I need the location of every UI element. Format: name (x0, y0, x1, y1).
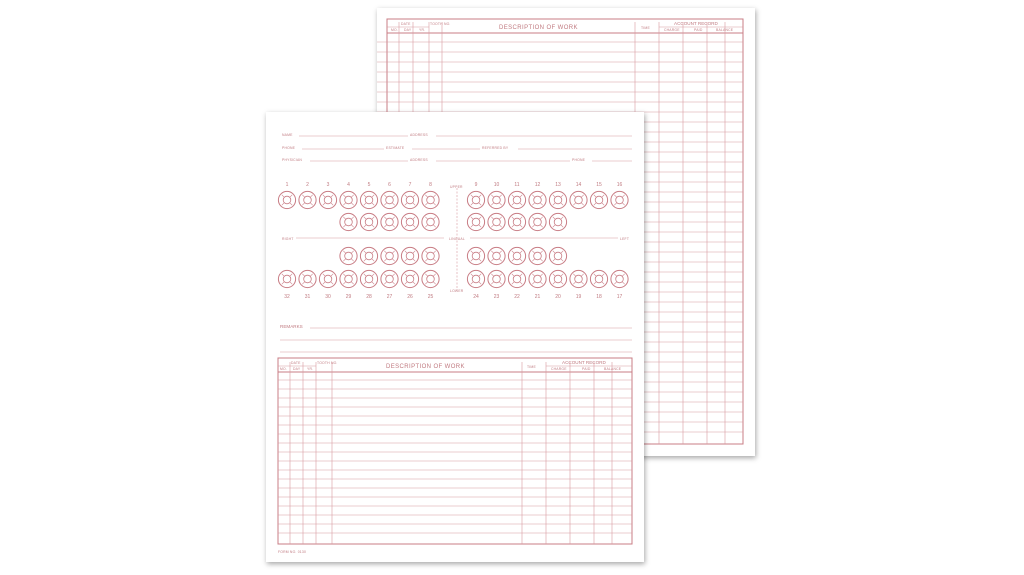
tooth-number-top: 9 (474, 182, 478, 188)
front-yr-header: YR. (307, 367, 314, 371)
tooth-number-top: 4 (347, 182, 350, 188)
front-date-header: DATE (291, 361, 301, 365)
back-description-header: DESCRIPTION OF WORK (499, 25, 578, 31)
tooth-diagram[interactable] (278, 191, 295, 208)
back-yr-header: YR. (419, 28, 426, 32)
tooth-diagram[interactable] (570, 191, 587, 208)
tooth-number-top: 11 (514, 182, 520, 188)
tooth-diagram[interactable] (488, 270, 505, 287)
tooth-diagram[interactable] (360, 247, 377, 264)
tooth-number-bottom: 22 (514, 294, 520, 300)
tooth-number-top: 6 (388, 182, 391, 188)
tooth-diagram[interactable] (299, 270, 316, 287)
tooth-diagram[interactable] (422, 270, 439, 287)
tooth-number-top: 12 (534, 182, 541, 188)
tooth-number-bottom: 25 (427, 294, 434, 300)
tooth-number-bottom: 23 (493, 294, 500, 300)
tooth-diagram[interactable] (381, 213, 398, 230)
tooth-diagram[interactable] (570, 270, 587, 287)
back-time-header: TIME (641, 26, 650, 30)
upper-label: UPPER (450, 185, 463, 189)
tooth-diagram[interactable] (590, 191, 607, 208)
name-label: NAME (282, 133, 293, 137)
front-mo-header: MO. (280, 367, 288, 371)
front-balance-header: BALANCE (604, 367, 622, 371)
tooth-number-top: 16 (616, 182, 623, 188)
back-day-header: DAY (404, 28, 412, 32)
tooth-number-bottom: 19 (575, 294, 582, 300)
tooth-diagram[interactable] (549, 213, 566, 230)
lingual-label: LINGUAL (449, 237, 465, 241)
tooth-number-bottom: 20 (555, 294, 561, 300)
tooth-diagram[interactable] (467, 213, 484, 230)
back-mo-header: MO. (391, 28, 399, 32)
tooth-number-bottom: 26 (407, 294, 413, 300)
tooth-diagram[interactable] (549, 191, 566, 208)
estimate-label: ESTIMATE (386, 146, 405, 150)
address2-label: ADDRESS (410, 158, 428, 162)
remarks-label: REMARKS (280, 324, 303, 329)
tooth-diagram[interactable] (508, 191, 525, 208)
tooth-number-top: 5 (367, 182, 371, 188)
front-account-header: ACCOUNT RECORD (562, 360, 606, 365)
tooth-number-bottom: 27 (386, 294, 393, 300)
tooth-number-bottom: 24 (473, 294, 479, 300)
tooth-diagram[interactable] (488, 213, 505, 230)
tooth-diagram[interactable] (508, 247, 525, 264)
tooth-diagram[interactable] (422, 191, 439, 208)
tooth-number-bottom: 17 (616, 294, 623, 300)
phone-label: PHONE (282, 146, 296, 150)
tooth-diagram[interactable] (340, 247, 357, 264)
tooth-number-bottom: 21 (534, 294, 541, 300)
tooth-diagram[interactable] (401, 247, 418, 264)
tooth-diagram[interactable] (488, 247, 505, 264)
front-paid-header: PAID (582, 367, 591, 371)
tooth-number-top: 1 (285, 182, 289, 188)
front-tooth-header: TOOTH NO. (317, 361, 338, 365)
back-tooth-header: TOOTH NO. (430, 22, 451, 26)
front-day-header: DAY (293, 367, 301, 371)
front-charge-header: CHARGE (551, 367, 567, 371)
front-ledger-border (278, 358, 632, 544)
back-account-header: ACCOUNT RECORD (674, 21, 718, 26)
tooth-diagram[interactable] (611, 270, 628, 287)
back-balance-header: BALANCE (716, 28, 734, 32)
tooth-diagram[interactable] (529, 247, 546, 264)
tooth-diagram[interactable] (360, 270, 377, 287)
tooth-number-bottom: 18 (596, 294, 602, 300)
tooth-number-bottom: 30 (325, 294, 331, 300)
right-label: RIGHT (282, 237, 294, 241)
tooth-number-bottom: 32 (284, 294, 290, 300)
tooth-chart (278, 182, 629, 300)
tooth-diagram[interactable] (360, 213, 377, 230)
tooth-number-bottom: 28 (366, 294, 372, 300)
tooth-diagram[interactable] (319, 191, 336, 208)
tooth-number-bottom: 31 (304, 294, 311, 300)
physician-label: PHYSICIAN (282, 158, 303, 162)
back-paid-header: PAID (694, 28, 703, 32)
tooth-number-bottom: 29 (345, 294, 352, 300)
tooth-diagram[interactable] (401, 270, 418, 287)
back-date-header: DATE (401, 22, 411, 26)
tooth-diagram[interactable] (467, 270, 484, 287)
tooth-diagram[interactable] (549, 270, 566, 287)
tooth-diagram[interactable] (529, 191, 546, 208)
referred-by-label: REFERRED BY (482, 146, 509, 150)
tooth-number-top: 15 (596, 182, 602, 188)
tooth-diagram[interactable] (508, 213, 525, 230)
tooth-diagram[interactable] (360, 191, 377, 208)
tooth-number-top: 7 (408, 182, 412, 188)
left-label: LEFT (620, 237, 630, 241)
tooth-diagram[interactable] (381, 247, 398, 264)
tooth-number-top: 14 (575, 182, 582, 188)
back-charge-header: CHARGE (664, 28, 680, 32)
tooth-diagram[interactable] (381, 191, 398, 208)
tooth-number-top: 2 (306, 182, 309, 188)
form-number: FORM NO. 0130 (278, 550, 307, 554)
front-chart-svg (266, 112, 644, 562)
tooth-diagram[interactable] (467, 247, 484, 264)
tooth-diagram[interactable] (278, 270, 295, 287)
tooth-diagram[interactable] (319, 270, 336, 287)
tooth-diagram[interactable] (549, 247, 566, 264)
tooth-diagram[interactable] (401, 191, 418, 208)
address-label: ADDRESS (410, 133, 428, 137)
front-time-header: TIME (527, 365, 536, 369)
tooth-diagram[interactable] (422, 213, 439, 230)
tooth-number-top: 8 (429, 182, 432, 188)
tooth-diagram[interactable] (422, 247, 439, 264)
lower-label: LOWER (450, 289, 464, 293)
tooth-diagram[interactable] (590, 270, 607, 287)
tooth-diagram[interactable] (529, 213, 546, 230)
tooth-number-top: 13 (555, 182, 561, 188)
front-description-header: DESCRIPTION OF WORK (386, 364, 465, 370)
tooth-diagram[interactable] (401, 213, 418, 230)
tooth-diagram[interactable] (340, 213, 357, 230)
tooth-diagram[interactable] (299, 191, 316, 208)
tooth-diagram[interactable] (488, 191, 505, 208)
tooth-diagram[interactable] (611, 191, 628, 208)
tooth-diagram[interactable] (467, 191, 484, 208)
tooth-diagram[interactable] (381, 270, 398, 287)
tooth-number-top: 3 (326, 182, 330, 188)
phone2-label: PHONE (572, 158, 586, 162)
tooth-diagram[interactable] (340, 191, 357, 208)
tooth-diagram[interactable] (508, 270, 525, 287)
tooth-number-top: 10 (493, 182, 500, 188)
front-chart-sheet (266, 112, 644, 562)
tooth-diagram[interactable] (529, 270, 546, 287)
tooth-diagram[interactable] (340, 270, 357, 287)
